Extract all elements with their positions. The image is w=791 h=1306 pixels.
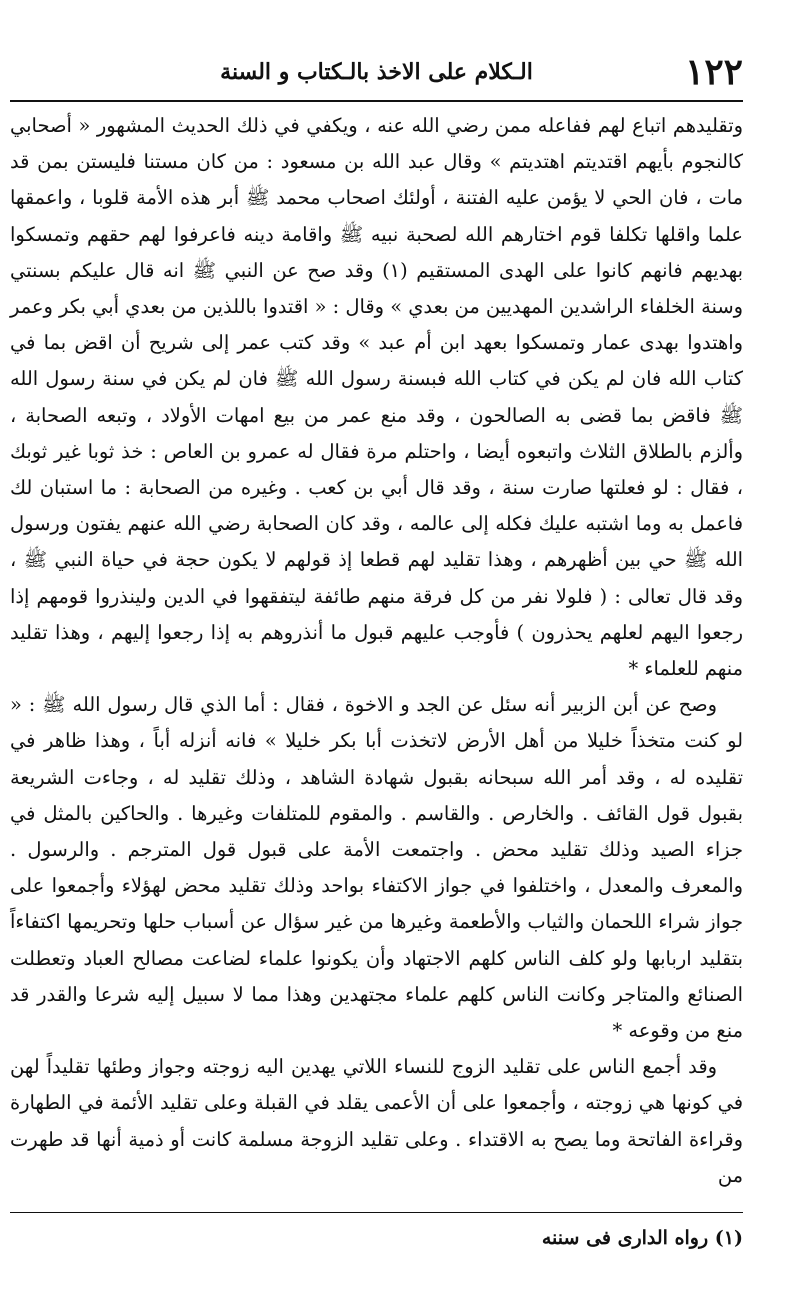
page-header [10, 50, 743, 94]
page-number: ١٢٢ [684, 51, 743, 93]
footnote-rule [10, 1212, 743, 1213]
running-title: الـكلام على الاخذ بالـكتاب و السنة [220, 59, 533, 85]
footnote: (١) رواه الدارى فى سننه [541, 1227, 743, 1249]
paragraph: وقد أجمع الناس على تقليد الزوج للنساء اللاتي يهدين اليه زوجته وجواز وطئها تقليداً لهن في كونها هي زوجته ، وأجمعوا على أن الأعمى يقلد في القبلة وعلى تقليد الأئمة في الطهارة وقراءة الفاتحة وما يصح به الاقتداء . وعلى تقليد الزوجة مسلمة كانت أو ذمية أنها قد طهرت من [10, 1055, 743, 1187]
paragraph: وتقليدهم اتباع لهم ففاعله ممن رضي الله عنه ، ويكفي في ذلك الحديث المشهور « أصحابي كالنجوم بأيهم اقتديتم اهتديتم » وقال عبد الله بن مسعود : من كان مستنا فليستن بمن قد مات ، فان الحي لا يؤمن عليه الفتنة ، أولئك اصحاب محمد ﷺ أبر هذه الأمة قلوبا ، واعمقها علما واقلها تكلفا قوم اختارهم الله لصحبة نبيه ﷺ واقامة دينه فاعرفوا لهم حقهم وتمسكوا بهديهم فانهم كانوا على الهدى المستقيم (١) وقد صح عن النبي ﷺ انه قال عليكم بسنتي وسنة الخلفاء الراشدين المهديين من بعدي » وقال : « اقتدوا باللذين من بعدي أبي بكر وعمر واهتدوا بهدى عمار وتمسكوا بعهد ابن أم عبد » وقد كتب عمر إلى شريح أن اقض بما في كتاب الله فان لم يكن في كتاب الله فبسنة رسول الله ﷺ فان لم يكن في سنة رسول الله ﷺ فاقض بما قضى به الصالحون ، وقد منع عمر من بيع امهات الأولاد ، وتبعه الصحابة ، وألزم بالطلاق الثلاث واتبعوه أيضا ، واحتلم مرة فقال له عمرو بن العاص : خذ ثوبا غير ثوبك ، فقال : لو فعلتها صارت سنة ، وقد قال أبي بن كعب . وغيره من الصحابة : ما استبان لك فاعمل به وما اشتبه عليك فكله إلى عالمه ، وقد كان الصحابة رضي الله عنهم يفتون ورسول الله ﷺ حي بين أظهرهم ، وهذا تقليد لهم قطعا إذ قولهم لا يكون حجة في حياة النبي ﷺ ، وقد قال تعالى : ( فلولا نفر من كل فرقة منهم طائفة ليتفقهوا في الدين ولينذروا قومهم إذا رجعوا اليهم لعلهم يحذرون ) فأوجب عليهم قبول ما أنذروهم به إذا رجعوا إليهم ، وهذا تقليد منهم للعلماء * [10, 114, 743, 681]
paragraph: وصح عن أبن الزبير أنه سئل عن الجد و الاخوة ، فقال : أما الذي قال رسول الله ﷺ : « لو كنت متخذاً خليلا من أهل الأرض لاتخذت أبا بكر خليلا » فانه أنزله أباً ، وهذا ظاهر في تقليده له ، وقد أمر الله سبحانه بقبول شهادة الشاهد ، وذلك تقليد له ، وجاءت الشريعة بقبول قول القائف . والخارص . والقاسم . والمقوم للمتلفات وغيرها . والحاكين بالمثل في جزاء الصيد وذلك تقليد محض . واجتمعت الأمة على قبول قول المترجم . والرسول . والمعرف والمعدل ، واختلفوا في جواز الاكتفاء بواحد وذلك تقليد محض لهؤلاء وأجمعوا على جواز شراء اللحمان والثياب والأطعمة وغيرها من غير سؤال عن أسباب حلها وتحريمها اكتفاءاً بتقليد اربابها ولو كلف الناس كلهم الاجتهاد وأن يكونوا علماء لضاعت مصالح العباد وتعطلت الصنائع والمتاجر وكانت الناس كلهم علماء مجتهدين وهذا مما لا سبيل إليه شرعا والقدر قد منع من وقوعه * [10, 693, 743, 1043]
header-rule [10, 100, 743, 102]
body-text [10, 108, 743, 1194]
